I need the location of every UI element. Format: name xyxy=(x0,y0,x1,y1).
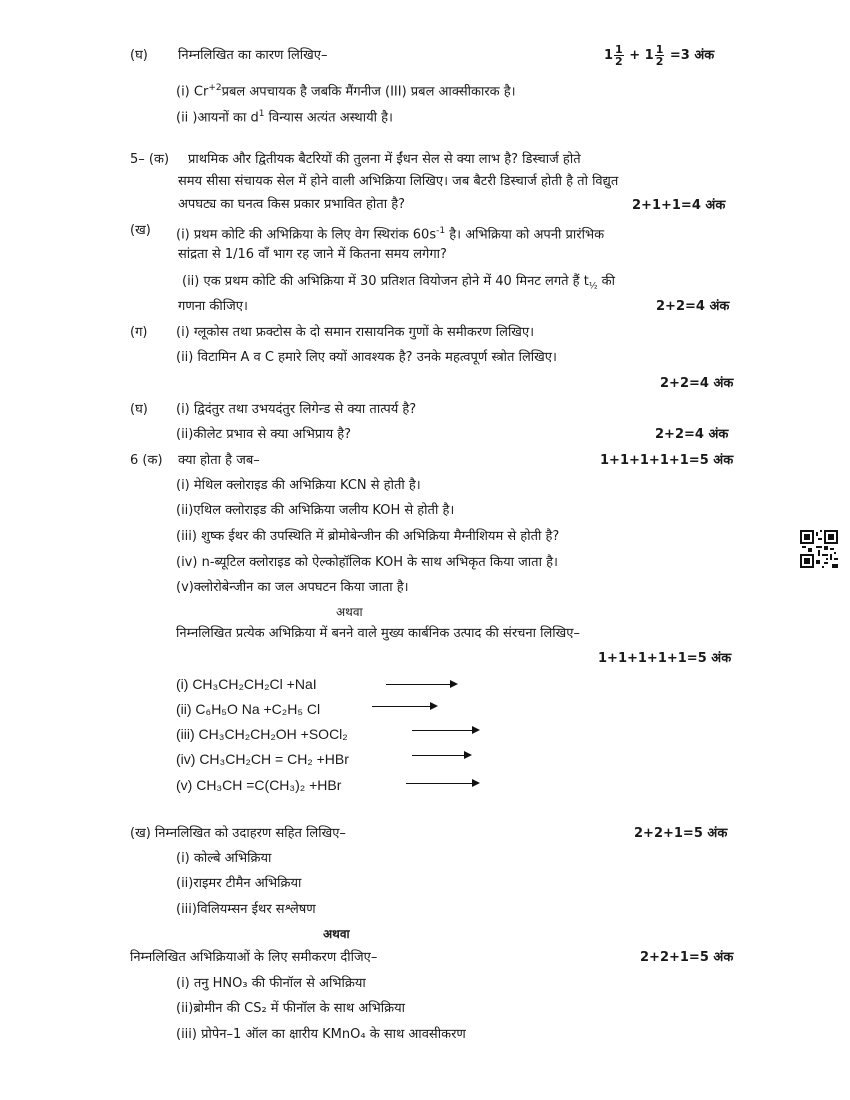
q5-ga-label: (ग) xyxy=(130,325,148,340)
reaction-arrow-1 xyxy=(386,684,456,685)
q5-kha-ii: (ii) एक प्रथम कोटि की अभिक्रिया में 30 प्रतिशत वियोजन होने में 40 मिनट लगते हैं $t_{\frac{1}{2}}$ की xyxy=(182,274,616,292)
q6-kha-item-iii: (iii)विलियम्सन ईथर सश्लेषण xyxy=(176,902,316,917)
q5-kha-label: (ख) xyxy=(130,223,151,238)
gha1-marks: 1 $\frac{1}{2}$ + 1 $\frac{1}{2}$ =3 अंक xyxy=(604,43,715,68)
q5-ka-label: 5– (क) xyxy=(130,152,170,167)
q6-kha-title: (ख) निम्नलिखित को उदाहरण सहित लिखिए– xyxy=(130,826,346,841)
q6-alt-marks: 1+1+1+1+1=5 अंक xyxy=(598,651,732,666)
reaction-arrow-2 xyxy=(372,706,436,707)
q6-ka-title: क्या होता है जब– xyxy=(178,453,260,468)
q5-ka-line3: अपघट्य का घनत्व किस प्रकार प्रभावित होता है? xyxy=(178,197,406,212)
q5-ga-ii: (ii) विटामिन A व C हमारे लिए क्यों आवश्यक है? उनके महत्वपूर्ण स्त्रोत लिखिए। xyxy=(176,350,557,365)
q5-kha-i-line2: सांद्रता से 1/16 वॉं भाग रह जाने में कितना समय लगेगा? xyxy=(178,247,447,262)
q6-kha-item-ii: (ii)राइमर टीमैन अभिक्रिया xyxy=(176,876,302,891)
gha1-item-ii: (ii )आयनों का $d^1$ विन्यास अत्यंत अस्थायी है। xyxy=(176,109,393,126)
q6-alt-title: निम्नलिखित प्रत्येक अभिक्रिया में बनने वाले मुख्य कार्बनिक उत्पाद की संरचना लिखिए– xyxy=(176,626,580,641)
q5-ka-marks: 2+1+1=4 अंक xyxy=(632,198,726,213)
q6-alt2-item-i: (i) तनु HNO₃ की फीनॉल से अभिक्रिया xyxy=(176,976,366,991)
gha1-label: (घ) xyxy=(130,48,148,63)
q6-item-v: (v)क्लोरोबेन्जीन का जल अपघटन किया जाता है। xyxy=(176,580,409,595)
q6-kha-item-i: (i) कोल्बे अभिक्रिया xyxy=(176,851,272,866)
q6-item-i: (i) मेथिल क्लोराइड की अभिक्रिया KCN से होती है। xyxy=(176,478,421,493)
q5-kha-marks: 2+2=4 अंक xyxy=(656,299,730,314)
reaction-arrow-5 xyxy=(406,783,478,784)
q5-ka-line1: प्राथमिक और द्वितीयक बैटरियों की तुलना में ईंधन सेल से क्या लाभ है? डिस्चार्ज होते xyxy=(188,152,581,167)
q5-gha-label: (घ) xyxy=(130,402,148,417)
qr-code xyxy=(800,530,838,568)
q5-kha-ii-line2: गणना कीजिए। xyxy=(178,299,248,314)
q6-item-iv: (iv) n-ब्यूटिल क्लोराइड को ऐल्कोहॉलिक KOH के साथ अभिकृत किया जाता है। xyxy=(176,555,558,570)
q5-ga-marks: 2+2=4 अंक xyxy=(660,376,734,391)
q6-alt2-title: निम्नलिखित अभिक्रियाओं के लिए समीकरण दीजिए– xyxy=(130,950,378,965)
q6-alt2-item-ii: (ii)ब्रोमीन की CS₂ में फीनॉल के साथ अभिक्रिया xyxy=(176,1001,406,1016)
q5-gha-marks: 2+2=4 अंक xyxy=(655,427,729,442)
reaction-2: (ii) C₆H₅O Na +C₂H₅ Cl xyxy=(176,701,321,717)
q5-gha-ii: (ii)कीलेट प्रभाव से क्या अभिप्राय है? xyxy=(176,427,352,442)
q6-ka-marks: 1+1+1+1+1=5 अंक xyxy=(600,453,734,468)
q6-ka-label: 6 (क) xyxy=(130,453,163,468)
q6-athava-2: अथवा xyxy=(323,927,350,941)
q6-item-ii: (ii)एथिल क्लोराइड की अभिक्रिया जलीय KOH से होती है। xyxy=(176,503,455,518)
q6-kha-marks: 2+2+1=5 अंक xyxy=(634,826,728,841)
q5-gha-i: (i) द्विदंतुर तथा उभयदंतुर लिगेन्ड से क्या तात्पर्य है? xyxy=(176,402,417,417)
reaction-arrow-4 xyxy=(412,755,470,756)
q5-ga-i: (i) ग्लूकोस तथा फ्रक्टोस के दो समान रासायनिक गुणों के समीकरण लिखिए। xyxy=(176,325,535,340)
reaction-5: (v) CH₃CH =C(CH₃)₂ +HBr xyxy=(176,777,342,793)
reaction-3: (iii) CH₃CH₂CH₂OH +SOCl₂ xyxy=(176,726,348,742)
q5-ka-line2: समय सीसा संचायक सेल में होने वाली अभिक्रिया लिखिए। जब बैटरी डिस्चार्ज होती है तो विद्युत xyxy=(178,174,619,189)
q5-kha-i: (i) प्रथम कोटि की अभिक्रिया के लिए वेग स्थिरांक $60s^{-1}$ है। अभिक्रिया को अपनी प्रारंभिक xyxy=(176,226,605,243)
q6-alt2-marks: 2+2+1=5 अंक xyxy=(640,950,734,965)
q6-athava-1: अथवा xyxy=(336,605,363,619)
reaction-4: (iv) CH₃CH₂CH = CH₂ +HBr xyxy=(176,751,349,767)
reaction-arrow-3 xyxy=(412,730,478,731)
reaction-1: (i) CH₃CH₂CH₂Cl +NaI xyxy=(176,676,317,692)
gha1-item-i: (i) $Cr^{+2}प्रबल$ अपचायक है जबकि मैंगनीज (III) प्रबल आक्सीकारक है। xyxy=(176,83,516,100)
q6-alt2-item-iii: (iii) प्रोपेन–1 ऑल का क्षारीय KMnO₄ के साथ आवसीकरण xyxy=(176,1027,466,1042)
q6-item-iii: (iii) शुष्क ईथर की उपस्थिति में ब्रोमोबेन्जीन की अभिक्रिया मैग्नीशियम से होती है? xyxy=(176,529,560,544)
gha1-title: निम्नलिखित का कारण लिखिए– xyxy=(178,48,328,63)
